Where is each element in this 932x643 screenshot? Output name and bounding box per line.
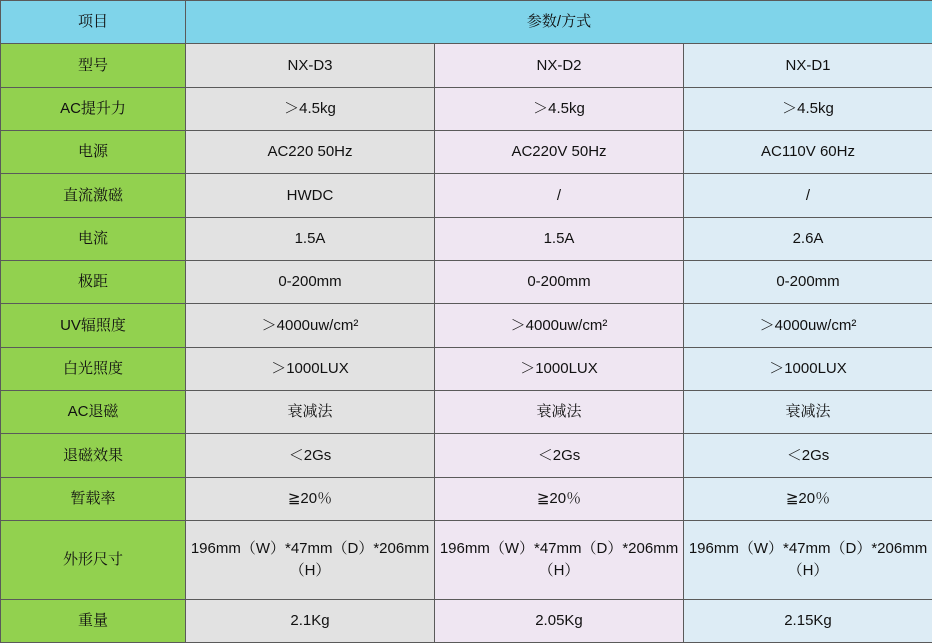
table-cell: ≧20％	[435, 477, 684, 520]
row-label: 型号	[1, 44, 186, 87]
row-label: 外形尺寸	[1, 520, 186, 599]
row-label: 退磁效果	[1, 434, 186, 477]
row-label: 暂载率	[1, 477, 186, 520]
table-cell: ≧20％	[186, 477, 435, 520]
table-cell: ＜2Gs	[435, 434, 684, 477]
table-cell: NX-D1	[684, 44, 932, 87]
row-label: 重量	[1, 599, 186, 642]
row-label: 极距	[1, 260, 186, 303]
table-cell: ＞4.5kg	[684, 87, 932, 130]
table-cell: /	[435, 174, 684, 217]
table-cell: 衰减法	[186, 390, 435, 433]
table-cell: ＞4.5kg	[435, 87, 684, 130]
table-cell: AC220V 50Hz	[435, 130, 684, 173]
table-cell: 2.05Kg	[435, 599, 684, 642]
header-cell-parameters: 参数/方式	[186, 1, 932, 44]
table-cell: ≧20％	[684, 477, 932, 520]
table-cell: ＞4000uw/cm²	[186, 304, 435, 347]
row-label: 电流	[1, 217, 186, 260]
row-label: 白光照度	[1, 347, 186, 390]
table-row	[1, 260, 932, 303]
row-label: AC提升力	[1, 87, 186, 130]
table-row	[1, 477, 932, 520]
table-cell: ＞1000LUX	[684, 347, 932, 390]
table-row	[1, 347, 932, 390]
row-label: UV辐照度	[1, 304, 186, 347]
table-cell: 196mm（W）*47mm（D）*206mm（H）	[186, 520, 435, 599]
table-cell: ＜2Gs	[684, 434, 932, 477]
row-label: 电源	[1, 130, 186, 173]
table-cell: 196mm（W）*47mm（D）*206mm（H）	[684, 520, 932, 599]
table-cell: 196mm（W）*47mm（D）*206mm（H）	[435, 520, 684, 599]
table-cell: 衰减法	[435, 390, 684, 433]
table-cell: 0-200mm	[435, 260, 684, 303]
table-cell: ＞4000uw/cm²	[435, 304, 684, 347]
table-row	[1, 217, 932, 260]
table-row	[1, 304, 932, 347]
table-row	[1, 599, 932, 642]
table-cell: AC220 50Hz	[186, 130, 435, 173]
table-cell: HWDC	[186, 174, 435, 217]
table-cell: ＜2Gs	[186, 434, 435, 477]
table-cell: ＞1000LUX	[435, 347, 684, 390]
table-cell: NX-D2	[435, 44, 684, 87]
table-cell: 1.5A	[435, 217, 684, 260]
table-row	[1, 130, 932, 173]
row-label: 直流激磁	[1, 174, 186, 217]
table-cell: /	[684, 174, 932, 217]
table-row	[1, 44, 932, 87]
table-row	[1, 87, 932, 130]
header-cell-item: 项目	[1, 1, 186, 44]
table-cell: 2.15Kg	[684, 599, 932, 642]
table-cell: 2.1Kg	[186, 599, 435, 642]
table-header-row	[1, 1, 932, 44]
row-label: AC退磁	[1, 390, 186, 433]
table-row	[1, 520, 932, 599]
table-cell: 0-200mm	[186, 260, 435, 303]
table-cell: NX-D3	[186, 44, 435, 87]
table-row	[1, 434, 932, 477]
table-cell: AC110V 60Hz	[684, 130, 932, 173]
table-cell: 0-200mm	[684, 260, 932, 303]
table-cell: ＞1000LUX	[186, 347, 435, 390]
table-cell: 衰减法	[684, 390, 932, 433]
table-cell: ＞4000uw/cm²	[684, 304, 932, 347]
table-cell: ＞4.5kg	[186, 87, 435, 130]
table-cell: 1.5A	[186, 217, 435, 260]
table-cell: 2.6A	[684, 217, 932, 260]
table-row	[1, 390, 932, 433]
table-row	[1, 174, 932, 217]
